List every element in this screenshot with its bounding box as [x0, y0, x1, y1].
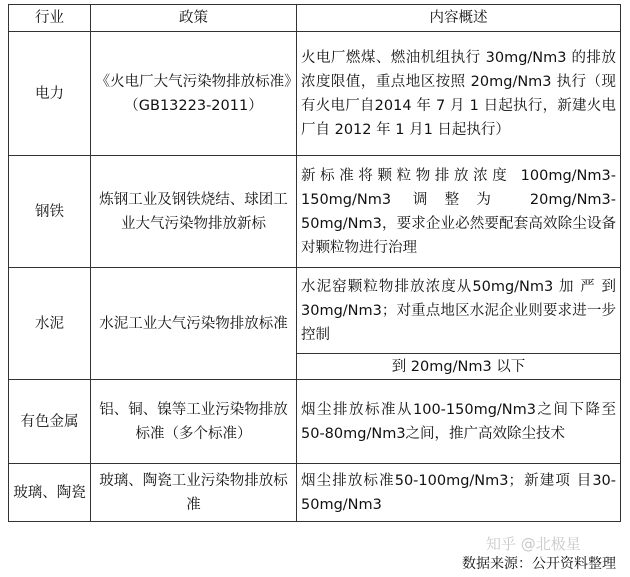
table-row — [9, 156, 621, 268]
industry-cell: 玻璃、陶瓷 — [9, 464, 91, 522]
header-policy: 政策 — [91, 5, 297, 32]
table-row — [9, 380, 621, 464]
table-row — [9, 32, 621, 156]
policy-cell: 《火电厂大气污染物排放标准》（GB13223-2011） — [91, 32, 297, 156]
content-cell: 烟尘排放标准从100-150mg/Nm3之间下降至50-80mg/Nm3之间，推广高效除尘技术 — [297, 380, 621, 464]
content-cell: 火电厂燃煤、燃油机组执行 30mg/Nm3 的排放浓度限值，重点地区按照 20mg/Nm3 执行（现有火电厂自2014 年 7 月 1 日起执行，新建火电厂自 2012 年 1 月1 日起执行） — [297, 32, 621, 156]
policy-cell: 玻璃、陶瓷工业污染物排放标准 — [91, 464, 297, 522]
header-content: 内容概述 — [297, 5, 621, 32]
policy-table — [8, 4, 621, 522]
table-header-row — [9, 5, 621, 32]
content-cell: 烟尘排放标准50-100mg/Nm3；新建项 目30-50mg/Nm3 — [297, 464, 621, 522]
industry-cell: 水泥 — [9, 268, 91, 380]
industry-cell: 电力 — [9, 32, 91, 156]
industry-cell: 钢铁 — [9, 156, 91, 268]
policy-cell: 炼钢工业及钢铁烧结、球团工业大气污染物排放新标 — [91, 156, 297, 268]
data-source-note: 数据来源：公开资料整理 — [462, 556, 616, 572]
header-industry: 行业 — [9, 5, 91, 32]
table-row — [9, 464, 621, 522]
industry-cell: 有色金属 — [9, 380, 91, 464]
table-row — [9, 268, 621, 354]
policy-cell: 水泥工业大气污染物排放标准 — [91, 268, 297, 380]
content-cell: 水泥窑颗粒物排放浓度从50mg/Nm3 加 严 到30mg/Nm3；对重点地区水泥企业则要求进一步控制 — [297, 268, 621, 354]
policy-cell: 铝、铜、镍等工业污染物排放标准（多个标准） — [91, 380, 297, 464]
content-cell: 新标准将颗粒物排放浓度 100mg/Nm3-150mg/Nm3 调整为 20mg/Nm3-50mg/Nm3，要求企业必然要配套高效除尘设备对颗粒物进行治理 — [297, 156, 621, 268]
content-cell: 到 20mg/Nm3 以下 — [297, 354, 621, 380]
watermark: 知乎 @北极星 — [486, 535, 581, 553]
